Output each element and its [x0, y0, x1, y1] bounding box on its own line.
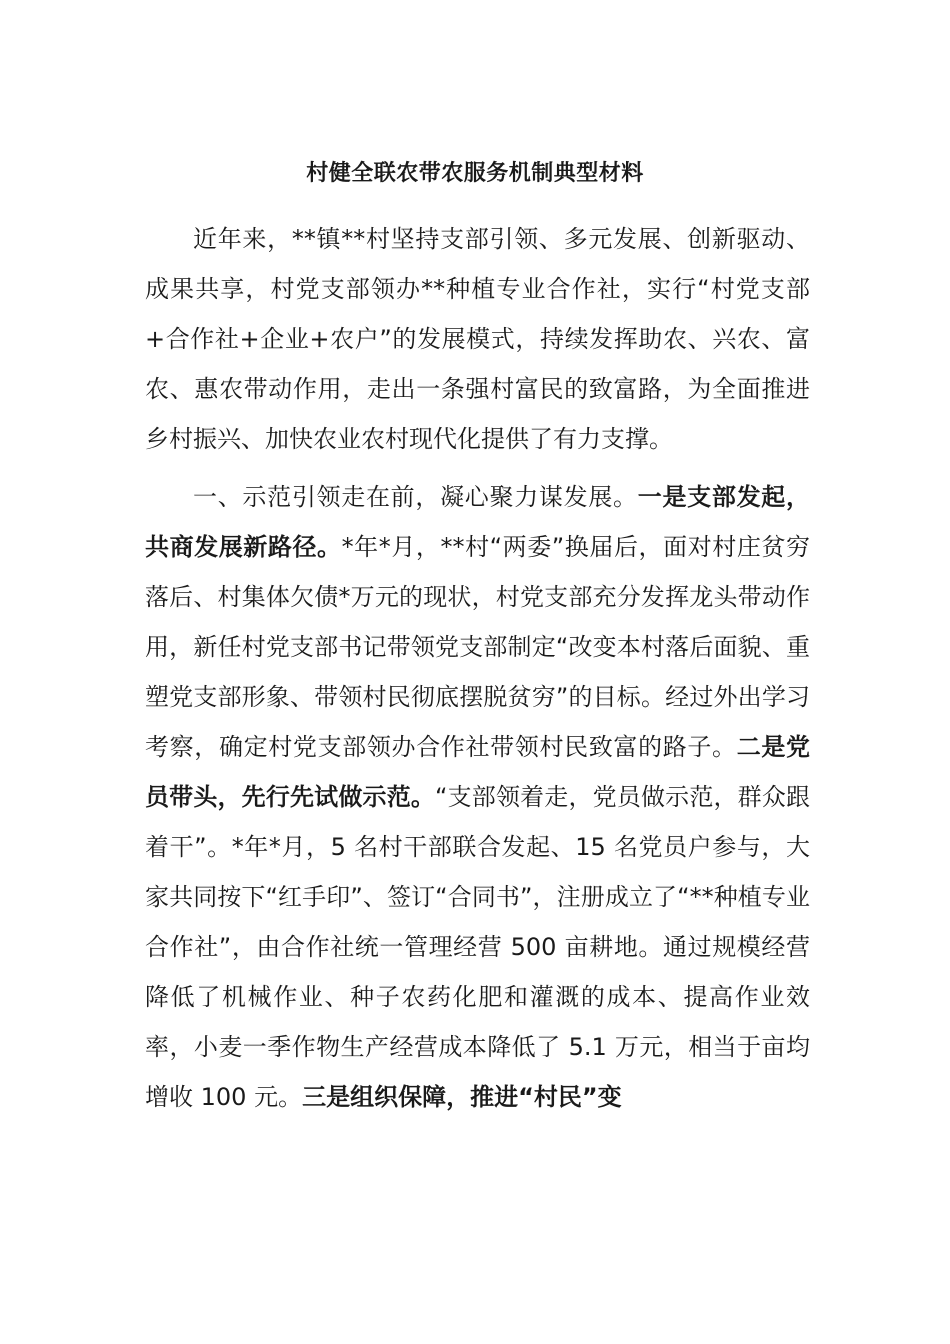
paragraph-intro — [145, 214, 810, 464]
point-two-heading: 二是党员带头，先行先试做示范。 — [145, 733, 811, 811]
point-two-text: “支部领着走，党员做示范，群众跟着干”。*年*月，5 名村干部联合发起、15 名党员户参与，大家共同按下“红手印”、签订“合同书”，注册成立了“**种植专业合作社”，由合作社统一管理经营 500 亩耕地。通过规模经营降低了机械作业、种子农药化肥和灌溉的成本、提高作业效率，小麦一季作物生产经营成本降低了 5.1 万元，相当于亩均增收 100 元。 — [145, 783, 810, 1111]
paragraph-section-one — [145, 472, 810, 1122]
point-one-text: *年*月，**村“两委”换届后，面对村庄贫穷落后、村集体欠债*万元的现状，村党支部充分发挥龙头带动作用，新任村党支部书记带领党支部制定“改变本村落后面貌、重塑党支部形象、带领村民彻底摆脱贫穷”的目标。经过外出学习考察，确定村党支部领办合作社带领村民致富的路子。 — [145, 533, 810, 761]
point-one-heading: 一是支部发起，共商发展新路径。 — [145, 483, 810, 561]
section-one-heading: 一、示范引领走在前，凝心聚力谋发展。 — [193, 483, 638, 511]
document-body — [145, 214, 810, 1130]
intro-text: 近年来，**镇**村坚持支部引领、多元发展、创新驱动、成果共享，村党支部领办**种植专业合作社，实行“村党支部+合作社+企业+农户”的发展模式，持续发挥助农、兴农、富农、惠农带动作用，走出一条强村富民的致富路，为全面推进乡村振兴、加快农业农村现代化提供了有力支撑。 — [145, 225, 810, 453]
document-title: 村健全联农带农服务机制典型材料 — [306, 161, 644, 186]
point-three-heading: 三是组织保障，推进“村民”变 — [302, 1083, 622, 1111]
